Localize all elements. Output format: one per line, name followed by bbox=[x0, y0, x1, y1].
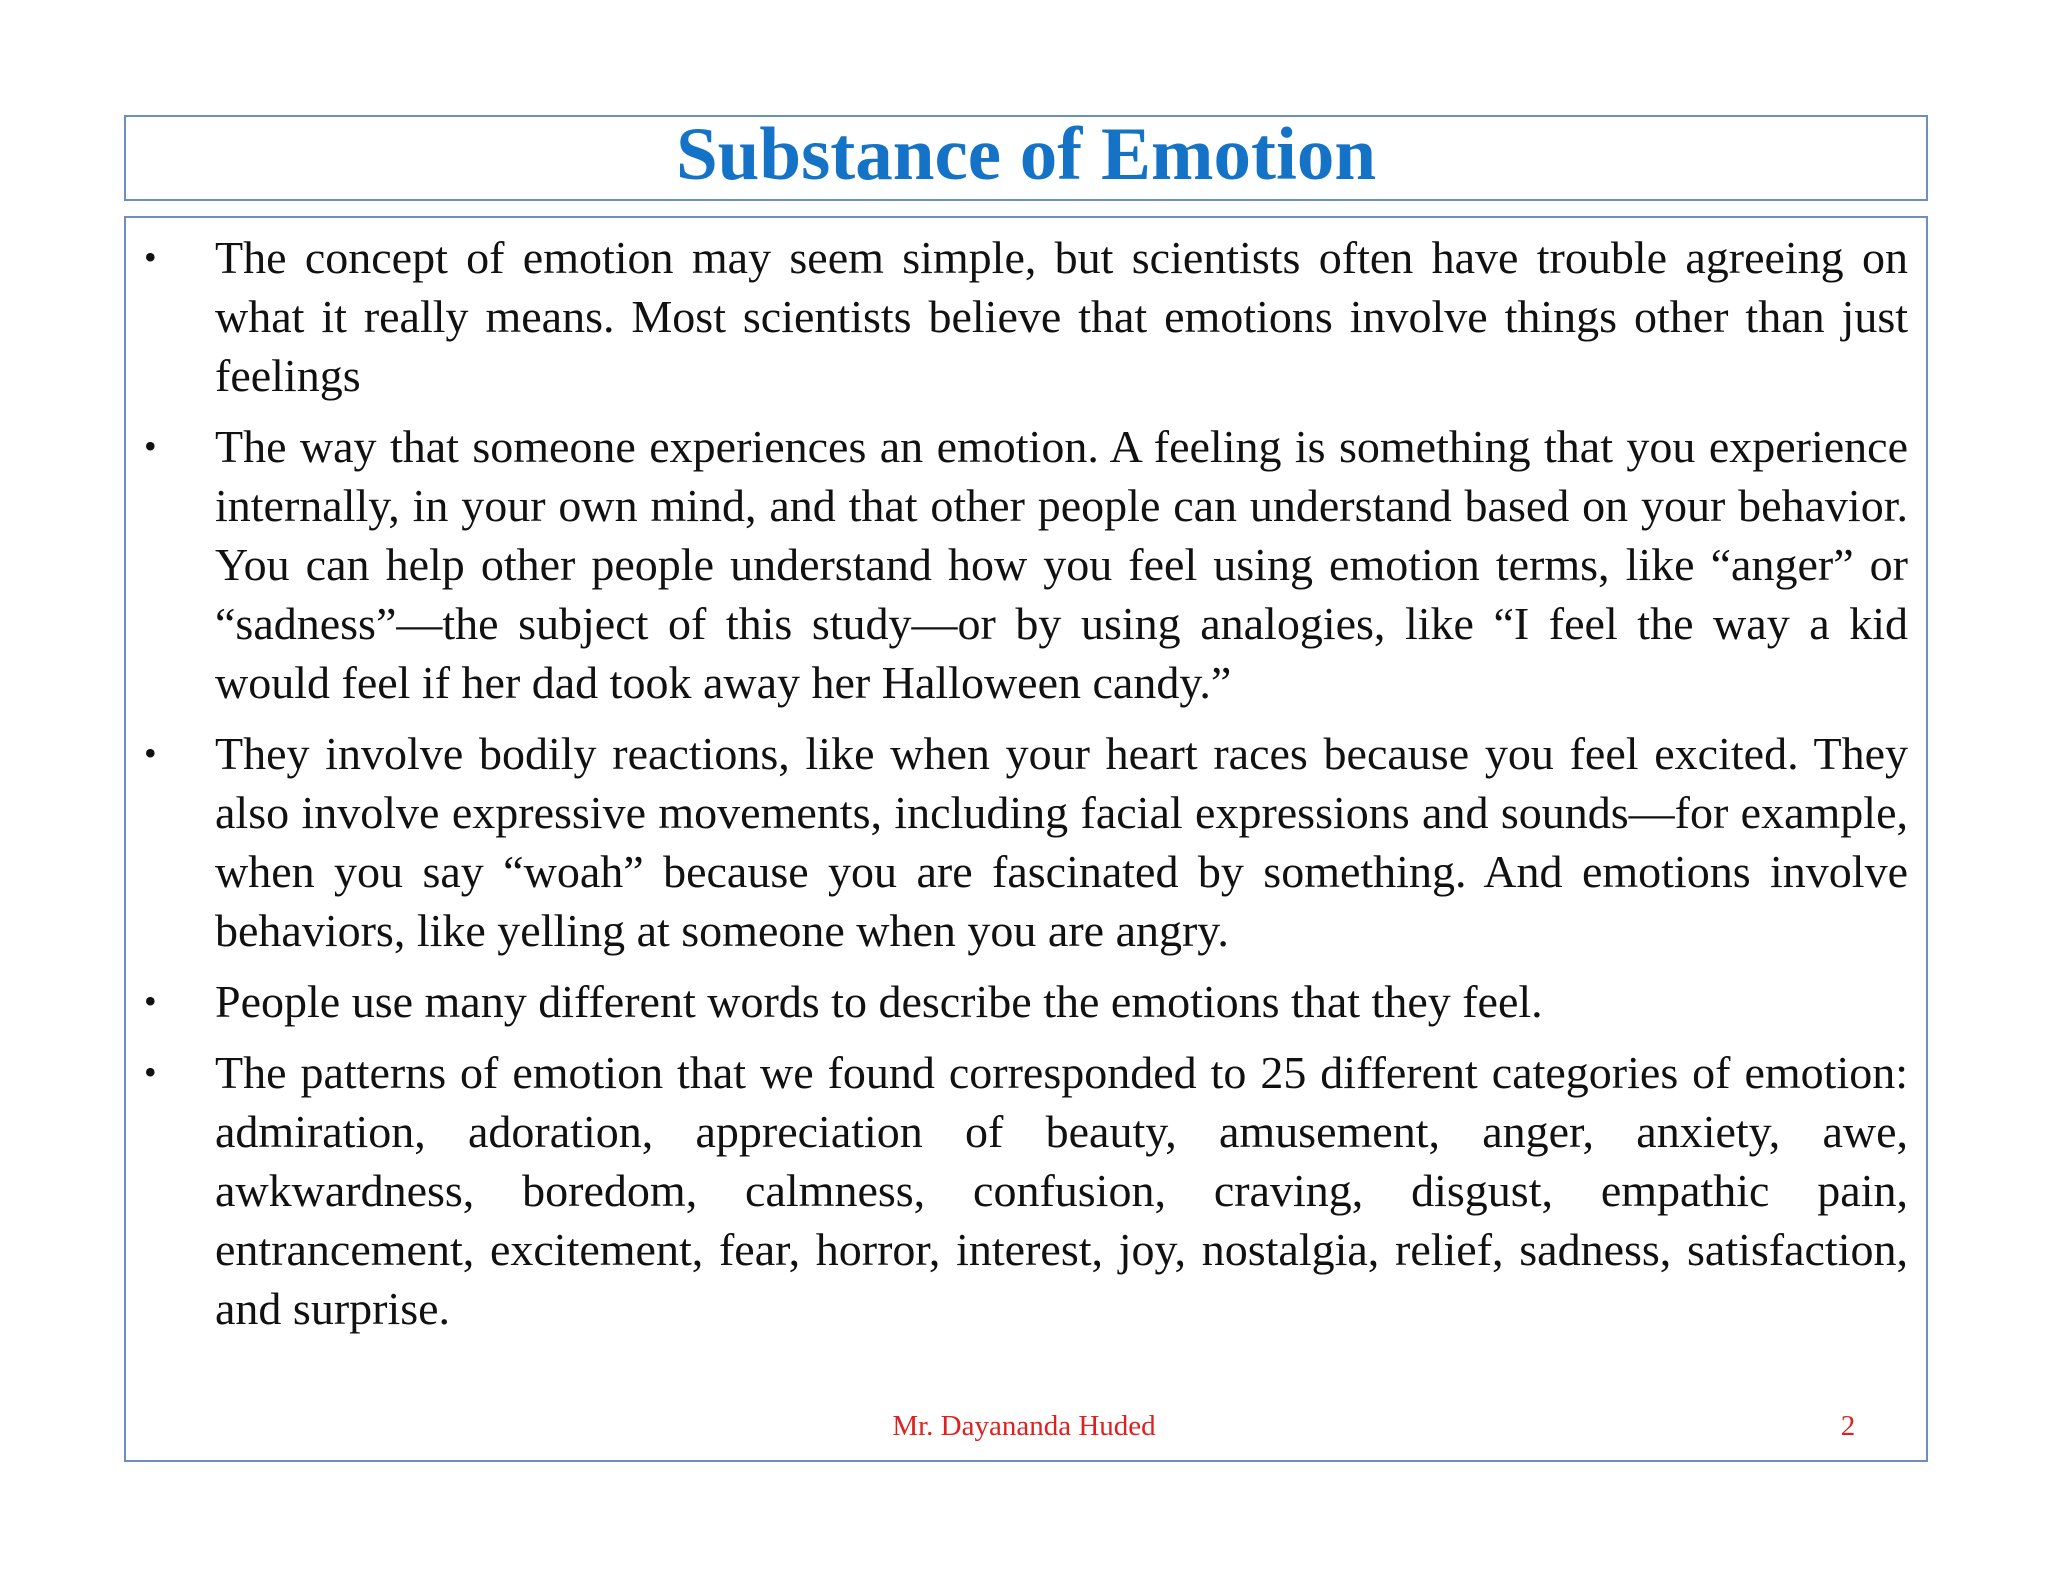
bullet-marker: • bbox=[144, 426, 157, 466]
bullet-item bbox=[126, 1043, 1926, 1338]
bullet-marker: • bbox=[144, 981, 157, 1021]
bullet-marker: • bbox=[144, 733, 157, 773]
bullet-text: They involve bodily reactions, like when your heart races because you feel excited. They also involve expressive movements, including facial expressions and sounds—for example, when you say “woah” because you are fascinated by something. And emotions involve behaviors, like yelling at someone when you are angry. bbox=[215, 728, 1908, 956]
content-box bbox=[124, 216, 1928, 1462]
bullet-item bbox=[126, 228, 1926, 405]
bullet-item bbox=[126, 417, 1926, 712]
bullet-item bbox=[126, 972, 1926, 1031]
bullet-item bbox=[126, 724, 1926, 960]
bullet-text: The patterns of emotion that we found corresponded to 25 different categories of emotion: admiration, adoration, appreciation of beauty, amusement, anger, anxiety, awe, awkwardness, boredom, calmness, confusion, craving, disgust, empathic pain, entrancement, excitement, fear, horror, interest, joy, nostalgia, relief, sadness, satisfaction, and surprise. bbox=[215, 1047, 1908, 1334]
slide-title: Substance of Emotion bbox=[675, 113, 1377, 196]
bullet-list bbox=[126, 228, 1926, 1350]
bullet-marker: • bbox=[144, 1052, 157, 1092]
bullet-text: The way that someone experiences an emotion. A feeling is something that you experience internally, in your own mind, and that other people can understand based on your behavior. You can help other people understand how you feel using emotion terms, like “anger” or “sadness”—the subject of this study—or by using analogies, like “I feel the way a kid would feel if her dad took away her Halloween candy.” bbox=[215, 421, 1908, 708]
title-box bbox=[124, 115, 1928, 201]
bullet-text: The concept of emotion may seem simple, but scientists often have trouble agreeing on what it really means. Most scientists believe that emotions involve things other than just feelings bbox=[215, 232, 1908, 401]
footer-author: Mr. Dayananda Huded bbox=[892, 1410, 1156, 1442]
bullet-marker: • bbox=[144, 237, 157, 277]
bullet-text: People use many different words to describe the emotions that they feel. bbox=[215, 976, 1543, 1027]
page-number: 2 bbox=[1840, 1410, 1856, 1442]
